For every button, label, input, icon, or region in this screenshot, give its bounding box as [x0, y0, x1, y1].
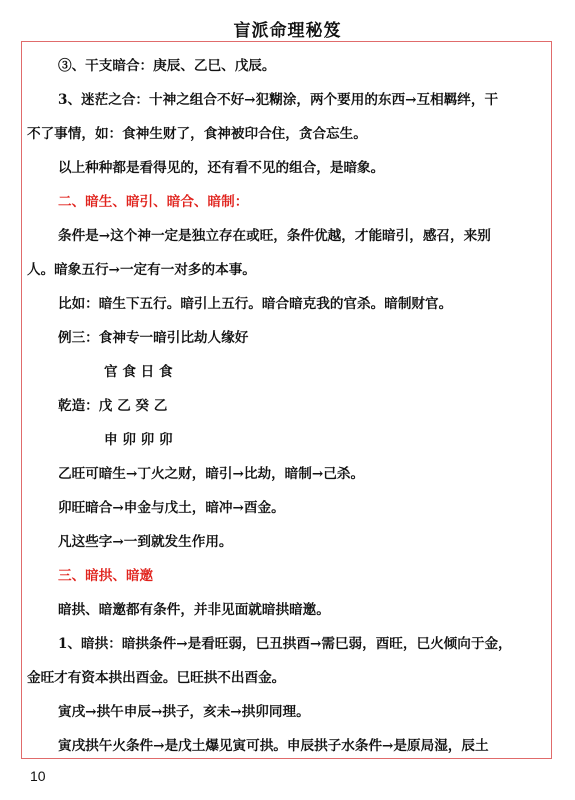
text-line: 卯旺暗合→申金与戊土，暗冲→酉金。: [58, 500, 285, 516]
text-line: 1、暗拱：暗拱条件→是看旺弱，巳丑拱酉→需巳弱，酉旺，巳火倾向于金，: [58, 636, 512, 652]
page-number: 10: [30, 768, 46, 784]
text-line: 不了事情，如：食神生财了，食神被印合住，贪合忘生。: [27, 126, 367, 142]
text-line: 乙旺可暗生→丁火之财，暗引→比劫，暗制→己杀。: [58, 466, 365, 482]
text-line: 寅戌→拱午申辰→拱子，亥未→拱卯同理。: [58, 704, 310, 720]
page-title: 盲派命理秘笈: [233, 21, 342, 41]
chart-row: 乾造：戊 乙 癸 乙: [58, 398, 168, 414]
chart-row: 官 食 日 食: [104, 364, 173, 380]
section-heading: 三、暗拱、暗邀: [58, 568, 154, 584]
section-heading: 二、暗生、暗引、暗合、暗制：: [58, 194, 249, 210]
text-line: ③、干支暗合：庚辰、乙巳、戊辰。: [58, 58, 276, 74]
text-line: 寅戌拱午火条件→是戊土爆见寅可拱。申辰拱子水条件→是原局湿，辰土: [58, 738, 489, 754]
text-line: 以上种种都是看得见的，还有看不见的组合，是暗象。: [58, 160, 385, 176]
text-line: 金旺才有资本拱出酉金。巳旺拱不出酉金。: [27, 670, 286, 686]
chart-row: 申 卯 卯 卯: [104, 432, 173, 448]
text-line: 凡这些字→一到就发生作用。: [58, 534, 233, 550]
text-line: 条件是→这个神一定是独立存在或旺，条件优越，才能暗引，感召，来别: [58, 228, 491, 244]
text-line: 比如：暗生下五行。暗引上五行。暗合暗克我的官杀。暗制财官。: [58, 296, 453, 312]
text-line: 暗拱、暗邀都有条件，并非见面就暗拱暗邀。: [58, 602, 330, 618]
text-line: 例三：食神专一暗引比劫人缘好: [58, 330, 249, 346]
text-line: 3、迷茫之合：十神之组合不好→犯糊涂，两个要用的东西→互相羁绊，干: [58, 92, 499, 108]
text-line: 人。暗象五行→一定有一对多的本事。: [27, 262, 256, 278]
